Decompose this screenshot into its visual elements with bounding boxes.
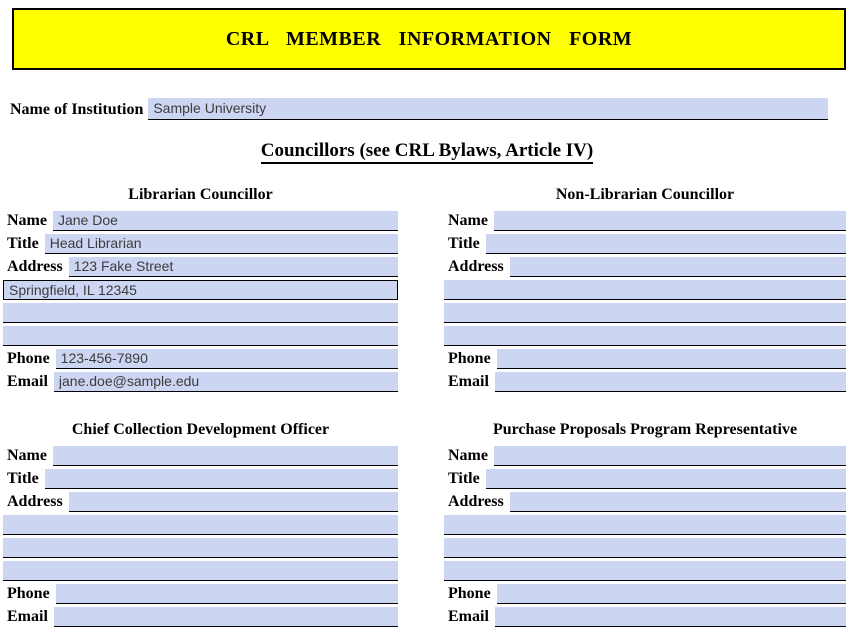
section-heading: Librarian Councillor xyxy=(128,186,273,203)
councillors-heading: Councillors (see CRL Bylaws, Article IV) xyxy=(0,140,854,162)
address-line1-field[interactable] xyxy=(510,257,846,277)
email-row xyxy=(3,607,398,627)
name-label: Name xyxy=(448,447,488,464)
phone-row xyxy=(444,349,846,369)
address-row xyxy=(444,492,846,512)
name-row xyxy=(3,211,398,231)
section-heading: Purchase Proposals Program Representative xyxy=(492,421,798,438)
email-row xyxy=(444,372,846,392)
address-label: Address xyxy=(448,493,504,510)
address-line2-field[interactable] xyxy=(3,280,398,300)
email-field[interactable] xyxy=(54,607,398,627)
email-field[interactable] xyxy=(495,372,846,392)
name-label: Name xyxy=(448,212,488,229)
title-row xyxy=(3,234,398,254)
institution-label: Name of Institution xyxy=(10,101,144,118)
address-line2-field[interactable] xyxy=(444,280,846,300)
phone-field[interactable] xyxy=(497,584,846,604)
address-row xyxy=(3,257,398,277)
name-row xyxy=(444,446,846,466)
title-field[interactable] xyxy=(45,234,398,254)
title-label: Title xyxy=(448,235,480,252)
email-label: Email xyxy=(448,608,489,625)
address-label: Address xyxy=(7,493,63,510)
title-field[interactable] xyxy=(486,234,846,254)
section-non-librarian-councillor xyxy=(444,186,846,395)
address-line1-field[interactable] xyxy=(510,492,846,512)
institution-field[interactable] xyxy=(148,98,828,120)
address-line3-field[interactable] xyxy=(444,303,846,323)
address-line4-field[interactable] xyxy=(3,561,398,581)
title-field[interactable] xyxy=(45,469,398,489)
address-line1-field[interactable] xyxy=(69,492,398,512)
name-label: Name xyxy=(7,447,47,464)
name-field[interactable] xyxy=(494,446,846,466)
title-field[interactable] xyxy=(486,469,846,489)
address-line4-field[interactable] xyxy=(3,326,398,346)
form-title: CRL MEMBER INFORMATION FORM xyxy=(225,27,633,50)
name-label: Name xyxy=(7,212,47,229)
form-title-banner xyxy=(12,8,846,70)
section-librarian-councillor xyxy=(3,186,398,395)
name-row xyxy=(3,446,398,466)
email-label: Email xyxy=(7,608,48,625)
address-line4-field[interactable] xyxy=(444,561,846,581)
email-label: Email xyxy=(448,373,489,390)
address-label: Address xyxy=(448,258,504,275)
email-field[interactable] xyxy=(495,607,846,627)
email-field[interactable] xyxy=(54,372,398,392)
address-line1-field[interactable] xyxy=(69,257,398,277)
name-field[interactable] xyxy=(494,211,846,231)
email-row xyxy=(3,372,398,392)
address-row xyxy=(3,492,398,512)
phone-row xyxy=(3,349,398,369)
phone-label: Phone xyxy=(448,585,491,602)
phone-field[interactable] xyxy=(497,349,846,369)
section-chief-collection-development-officer xyxy=(3,421,398,630)
phone-row xyxy=(444,584,846,604)
address-line2-field[interactable] xyxy=(444,515,846,535)
address-label: Address xyxy=(7,258,63,275)
address-line4-field[interactable] xyxy=(444,326,846,346)
phone-field[interactable] xyxy=(56,584,398,604)
address-line3-field[interactable] xyxy=(3,303,398,323)
title-label: Title xyxy=(448,470,480,487)
sections-grid xyxy=(3,186,854,630)
phone-label: Phone xyxy=(448,350,491,367)
phone-field[interactable] xyxy=(56,349,398,369)
address-line3-field[interactable] xyxy=(3,538,398,558)
phone-label: Phone xyxy=(7,350,50,367)
address-row xyxy=(444,257,846,277)
title-label: Title xyxy=(7,470,39,487)
phone-label: Phone xyxy=(7,585,50,602)
section-heading: Chief Collection Development Officer xyxy=(71,421,330,438)
email-row xyxy=(444,607,846,627)
name-field[interactable] xyxy=(53,446,398,466)
title-row xyxy=(3,469,398,489)
title-label: Title xyxy=(7,235,39,252)
institution-row xyxy=(10,98,828,120)
title-row xyxy=(444,469,846,489)
phone-row xyxy=(3,584,398,604)
address-line3-field[interactable] xyxy=(444,538,846,558)
address-line2-field[interactable] xyxy=(3,515,398,535)
name-field[interactable] xyxy=(53,211,398,231)
title-row xyxy=(444,234,846,254)
section-heading: Non-Librarian Councillor xyxy=(555,186,735,203)
email-label: Email xyxy=(7,373,48,390)
name-row xyxy=(444,211,846,231)
section-purchase-proposals-program-representative xyxy=(444,421,846,630)
